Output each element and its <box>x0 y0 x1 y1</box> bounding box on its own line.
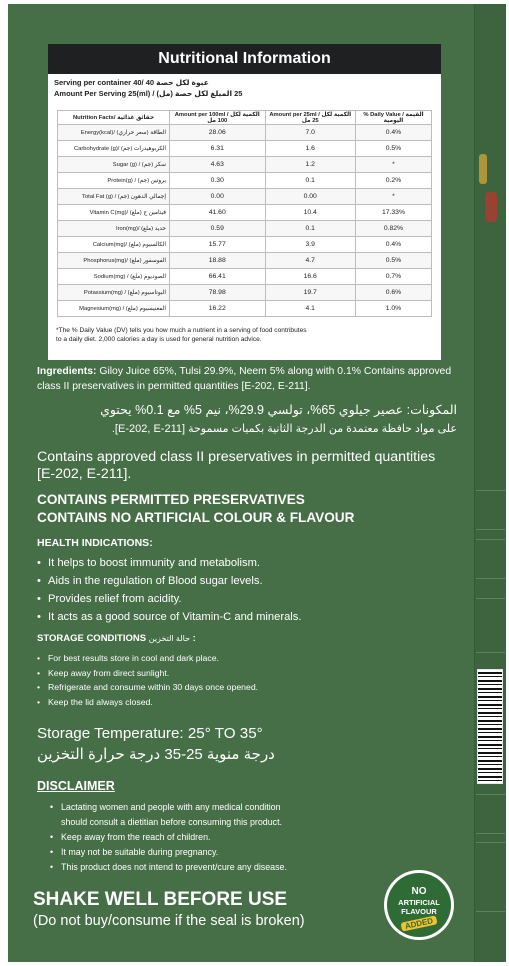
row-per25: 1.6 <box>265 141 355 157</box>
row-dv: * <box>355 189 431 205</box>
storage-list <box>37 651 258 709</box>
list-item: • Aids in the regulation of Blood sugar levels. <box>37 572 302 590</box>
row-label: Energy(kcal)/ الطاقة (سعر حراري) <box>58 125 170 141</box>
list-item: • Lactating women and people with any medical condition <box>50 800 287 815</box>
row-dv: 17.33% <box>355 205 431 221</box>
row-label: Magnesium(mg) / (ملغ) المغنيسيوم <box>58 301 170 317</box>
badge-line-2: ARTIFICIAL <box>398 898 440 907</box>
list-item: • This product does not intend to prevent/cure any disease. <box>50 860 287 875</box>
row-label: Phosphorus(mg)/ (ملغ) الفوسفور <box>58 253 170 269</box>
seal-notice: (Do not buy/consume if the seal is broken) <box>33 913 305 929</box>
list-item: • Refrigerate and consume within 30 days once opened. <box>37 680 258 695</box>
row-per25: 16.6 <box>265 269 355 285</box>
row-per25: 1.2 <box>265 157 355 173</box>
list-item: • For best results store in cool and dark place. <box>37 651 258 666</box>
nutrition-footnote <box>56 326 434 344</box>
table-row <box>58 237 432 253</box>
row-dv: 0.5% <box>355 253 431 269</box>
row-per100: 66.41 <box>170 269 266 285</box>
side-divider <box>476 842 505 912</box>
table-row <box>58 173 432 189</box>
side-divider <box>476 490 505 530</box>
table-row <box>58 301 432 317</box>
health-indications-heading: HEALTH INDICATIONS: <box>37 537 153 549</box>
row-per100: 0.30 <box>170 173 266 189</box>
nutrition-panel <box>48 44 441 360</box>
row-per100: 0.59 <box>170 221 266 237</box>
table-row <box>58 285 432 301</box>
side-decoration-yellow <box>479 154 487 184</box>
row-dv: 0.2% <box>355 173 431 189</box>
row-per25: 10.4 <box>265 205 355 221</box>
list-item: • It acts as a good source of Vitamin-C and minerals. <box>37 608 302 626</box>
row-per100: 4.63 <box>170 157 266 173</box>
health-indications-list <box>37 554 302 626</box>
table-row <box>58 253 432 269</box>
list-item-continuation: should consult a dietitian before consuming this product. <box>61 817 283 827</box>
row-dv: 0.6% <box>355 285 431 301</box>
row-dv: 0.7% <box>355 269 431 285</box>
row-per25: 4.7 <box>265 253 355 269</box>
row-per100: 41.60 <box>170 205 266 221</box>
disclaimer-heading: DISCLAIMER <box>37 779 115 793</box>
row-per25: 7.0 <box>265 125 355 141</box>
row-dv: * <box>355 157 431 173</box>
permitted-preservatives-heading: CONTAINS PERMITTED PRESERVATIVES <box>37 492 305 507</box>
row-label: Protein(g) / (جم) بروتين <box>58 173 170 189</box>
no-artificial-flavour-badge <box>384 870 454 940</box>
list-item: • Provides relief from acidity. <box>37 590 302 608</box>
row-per25: 0.00 <box>265 189 355 205</box>
badge-line-3: FLAVOUR <box>401 907 437 916</box>
row-per100: 0.00 <box>170 189 266 205</box>
row-dv: 0.5% <box>355 141 431 157</box>
list-item: • It may not be suitable during pregnancy. <box>50 845 287 860</box>
list-item: • Keep away from direct sunlight. <box>37 666 258 681</box>
ingredients-body: Giloy Juice 65%, Tulsi 29.9%, Neem 5% along with 0.1% Contains approved class II preservatives in permitted quantities [E-202, E-211]. <box>37 366 452 392</box>
ingredients-label: Ingredients: <box>37 366 97 377</box>
amount-per-serving: Amount Per Serving 25(ml) / (مل) 25 المبلغ لكل حصة <box>54 89 243 98</box>
header-nutrition-facts: Nutrition Facts/ حقائق غذائية <box>58 111 170 125</box>
row-per100: 78.98 <box>170 285 266 301</box>
row-label: Potassium(mg) / (ملغ) البوتاسيوم <box>58 285 170 301</box>
side-decoration-red <box>485 192 497 222</box>
row-per25: 0.1 <box>265 221 355 237</box>
barcode <box>477 669 503 784</box>
row-per100: 18.88 <box>170 253 266 269</box>
badge-line-4: ADDED <box>400 915 437 931</box>
nutrition-table <box>57 110 432 317</box>
storage-heading-en: STORAGE CONDITIONS <box>37 633 147 644</box>
list-item: • It helps to boost immunity and metabolism. <box>37 554 302 572</box>
row-per25: 3.9 <box>265 237 355 253</box>
storage-temperature: Storage Temperature: 25° TO 35° <box>37 725 263 742</box>
row-per25: 0.1 <box>265 173 355 189</box>
row-label: Iron(mg)/ (ملغ) حديد <box>58 221 170 237</box>
ingredients-text <box>37 364 467 394</box>
row-label: Calcium(mg)/ (ملغ) الكالسيوم <box>58 237 170 253</box>
table-row <box>58 157 432 173</box>
no-artificial-heading: CONTAINS NO ARTIFICIAL COLOUR & FLAVOUR <box>37 510 355 525</box>
table-row <box>58 221 432 237</box>
table-row <box>58 269 432 285</box>
ingredients-arabic-1: المكونات: عصير جيلوي 65%، تولسي 29.9%، نيم 5% مع 0.1% يحتوي <box>100 403 457 417</box>
row-dv: 1.0% <box>355 301 431 317</box>
list-item: • Keep the lid always closed. <box>37 695 258 710</box>
row-per25: 4.1 <box>265 301 355 317</box>
preservatives-statement: Contains approved class II preservatives in permitted quantities [E-202, E-211]. <box>37 449 436 482</box>
side-divider <box>476 598 505 653</box>
footnote-line-1: *The % Daily Value (DV) tells you how much a nutrient in a serving of food contributes <box>56 327 307 334</box>
shake-well-notice: SHAKE WELL BEFORE USE <box>33 889 288 910</box>
row-dv: 0.82% <box>355 221 431 237</box>
row-per25: 19.7 <box>265 285 355 301</box>
storage-heading-colon: : <box>190 633 196 644</box>
header-daily-value: % Daily Value / القيمة اليومية <box>355 111 431 125</box>
row-label: Sugar (g) / (جم) سكر <box>58 157 170 173</box>
table-header-row <box>58 111 432 125</box>
row-dv: 0.4% <box>355 125 431 141</box>
footnote-line-2: to a daily diet. 2,000 calories a day is used for general nutrition advice. <box>56 336 262 343</box>
side-divider <box>476 794 505 834</box>
row-label: Total Fat (g) / (جم) إجمالي الدهون <box>58 189 170 205</box>
table-row <box>58 189 432 205</box>
box-side-panel <box>474 4 506 962</box>
list-item: • Keep away from the reach of children. <box>50 830 287 845</box>
serving-per-container: Serving per container 40/ 40 عبوة لكل حصة <box>54 78 209 87</box>
table-row <box>58 205 432 221</box>
badge-line-1: NO <box>411 886 427 897</box>
serving-info <box>48 74 441 99</box>
header-per-100ml: Amount per 100ml / الكمية لكل 100 مل <box>170 111 266 125</box>
row-per100: 16.22 <box>170 301 266 317</box>
row-dv: 0.4% <box>355 237 431 253</box>
row-per100: 15.77 <box>170 237 266 253</box>
row-label: Sodium(mg) / (ملغ) الصوديوم <box>58 269 170 285</box>
disclaimer-list <box>50 800 287 875</box>
table-row <box>58 125 432 141</box>
row-per100: 6.31 <box>170 141 266 157</box>
table-row <box>58 141 432 157</box>
row-per100: 28.06 <box>170 125 266 141</box>
row-label: Carbohydrate (g)/ الكربوهيدرات (جم) <box>58 141 170 157</box>
header-per-25ml: Amount per 25ml / الكمية لكل 25 مل <box>265 111 355 125</box>
side-divider <box>476 539 505 579</box>
ingredients-arabic-2: على مواد حافظة معتمدة من الدرجة الثانية بكميات مسموحة [E-202, E-211]. <box>111 423 457 435</box>
nutrition-title: Nutritional Information <box>48 44 441 74</box>
row-label: Vitamin C(mg)/ (ملغ) فيتامين ج <box>58 205 170 221</box>
storage-temperature-ar: درجة منوية 25-35 درجة حرارة التخزين <box>37 746 275 763</box>
storage-heading-ar: حالة التخزين <box>148 634 191 643</box>
badge-inner <box>387 873 451 937</box>
storage-heading <box>37 633 196 644</box>
